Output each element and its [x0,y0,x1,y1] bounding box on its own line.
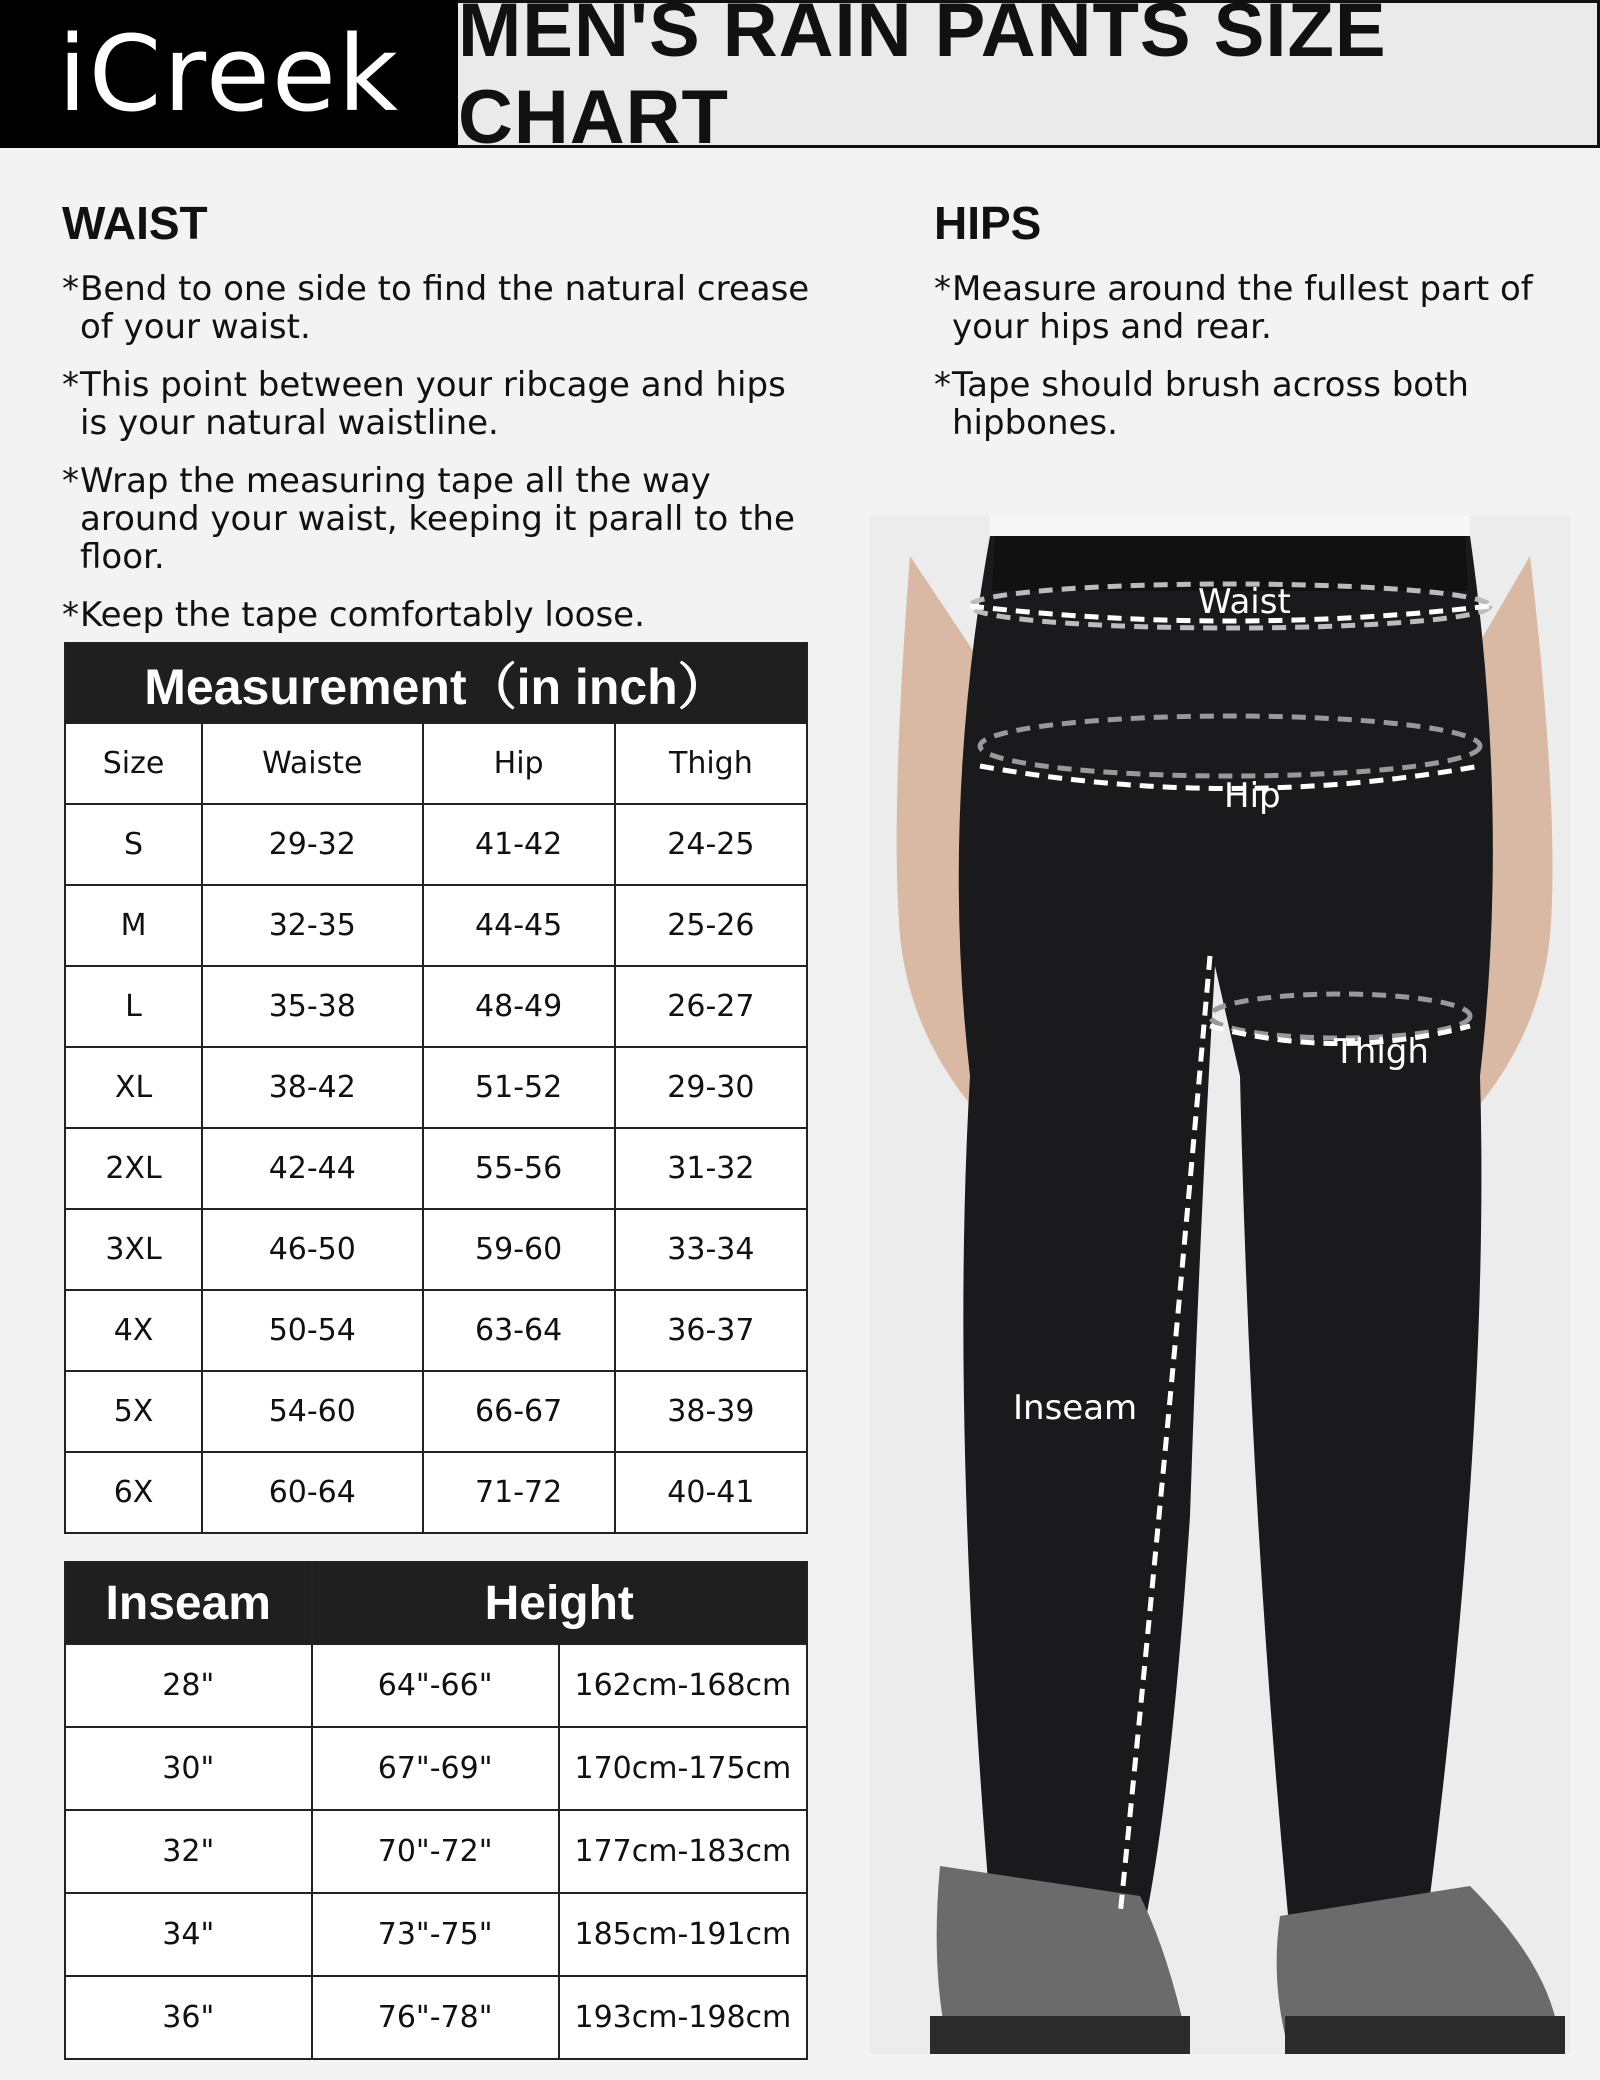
thigh-cell: 25-26 [615,885,807,966]
inseam-cell: 32" [65,1810,312,1893]
size-cell: 2XL [65,1128,202,1209]
hip-cell: 71-72 [423,1452,615,1533]
column-header: Waiste [202,723,422,804]
thigh-cell: 33-34 [615,1209,807,1290]
page-title: MEN'S RAIN PANTS SIZE CHART [458,0,1387,160]
column-header: Thigh [615,723,807,804]
waist-bullet: * This point between your ribcage and hips is your natural waistline. [62,365,786,443]
thigh-cell: 29-30 [615,1047,807,1128]
thigh-label: Thigh [1334,1032,1429,1072]
waist-bullet: * Wrap the measuring tape all the way around your waist, keeping it parall to the floor. [62,461,795,577]
measurement-table [64,642,808,1534]
waist-title: WAIST [62,197,208,249]
table-row [65,1371,807,1452]
height-cm-cell: 162cm-168cm [559,1644,807,1727]
size-cell: 6X [65,1452,202,1533]
hip-label: Hip [1224,776,1281,816]
height-cm-cell: 177cm-183cm [559,1810,807,1893]
waist-cell: 38-42 [202,1047,422,1128]
height-cm-cell: 170cm-175cm [559,1727,807,1810]
table-row [65,1893,807,1976]
inseam-table [64,1561,808,2060]
height-inch-cell: 67"-69" [312,1727,559,1810]
column-header: Size [65,723,202,804]
table-row [65,1290,807,1371]
waist-bullet: * Keep the tape comfortably loose. [62,595,645,635]
table-row [65,1644,807,1727]
thigh-cell: 36-37 [615,1290,807,1371]
hip-cell: 59-60 [423,1209,615,1290]
hip-cell: 55-56 [423,1128,615,1209]
hips-bullet: * Tape should brush across both hipbones. [934,365,1469,443]
height-inch-cell: 76"-78" [312,1976,559,2059]
hips-section [934,196,1554,462]
waist-cell: 35-38 [202,966,422,1047]
table-row [65,1727,807,1810]
hip-cell: 41-42 [423,804,615,885]
height-inch-cell: 70"-72" [312,1810,559,1893]
size-cell: S [65,804,202,885]
waist-cell: 32-35 [202,885,422,966]
hip-cell: 44-45 [423,885,615,966]
thigh-cell: 24-25 [615,804,807,885]
hips-bullet: * Measure around the fullest part of your hips and rear. [934,269,1533,347]
waist-cell: 42-44 [202,1128,422,1209]
thigh-cell: 40-41 [615,1452,807,1533]
size-cell: 5X [65,1371,202,1452]
waist-label: Waist [1198,582,1291,622]
header [0,0,1600,160]
height-header: Height [312,1562,807,1644]
waist-cell: 54-60 [202,1371,422,1452]
hip-cell: 51-52 [423,1047,615,1128]
waist-cell: 60-64 [202,1452,422,1533]
waist-cell: 29-32 [202,804,422,885]
product-photo [870,516,1570,2054]
waist-cell: 50-54 [202,1290,422,1371]
waist-section [62,196,822,654]
waist-bullet: * Bend to one side to find the natural crease of your waist. [62,269,810,347]
inseam-cell: 30" [65,1727,312,1810]
table-row [65,1047,807,1128]
thigh-cell: 31-32 [615,1128,807,1209]
size-cell: M [65,885,202,966]
brand-logo [0,0,458,148]
thigh-cell: 26-27 [615,966,807,1047]
table-row [65,804,807,885]
table-row [65,1452,807,1533]
table-header-row [65,1562,807,1644]
inseam-label: Inseam [1013,1388,1138,1428]
measurement-caption: Measurement（in inch） [65,643,807,723]
thigh-cell: 38-39 [615,1371,807,1452]
waist-cell: 46-50 [202,1209,422,1290]
table-header-row [65,723,807,804]
height-cm-cell: 193cm-198cm [559,1976,807,2059]
inseam-cell: 34" [65,1893,312,1976]
pants-illustration [870,516,1570,2054]
table-row [65,1209,807,1290]
height-inch-cell: 64"-66" [312,1644,559,1727]
inseam-cell: 28" [65,1644,312,1727]
height-inch-cell: 73"-75" [312,1893,559,1976]
column-header: Hip [423,723,615,804]
hip-cell: 66-67 [423,1371,615,1452]
title-banner [458,0,1600,160]
size-cell: 4X [65,1290,202,1371]
table-row [65,1810,807,1893]
height-cm-cell: 185cm-191cm [559,1893,807,1976]
size-cell: XL [65,1047,202,1128]
inseam-cell: 36" [65,1976,312,2059]
hip-cell: 48-49 [423,966,615,1047]
table-row [65,885,807,966]
inseam-header: Inseam [65,1562,312,1644]
table-row [65,1976,807,2059]
brand-name: iCreek [57,13,401,135]
size-cell: L [65,966,202,1047]
table-row [65,1128,807,1209]
size-cell: 3XL [65,1209,202,1290]
table-row [65,966,807,1047]
hip-cell: 63-64 [423,1290,615,1371]
hips-title: HIPS [934,197,1042,249]
